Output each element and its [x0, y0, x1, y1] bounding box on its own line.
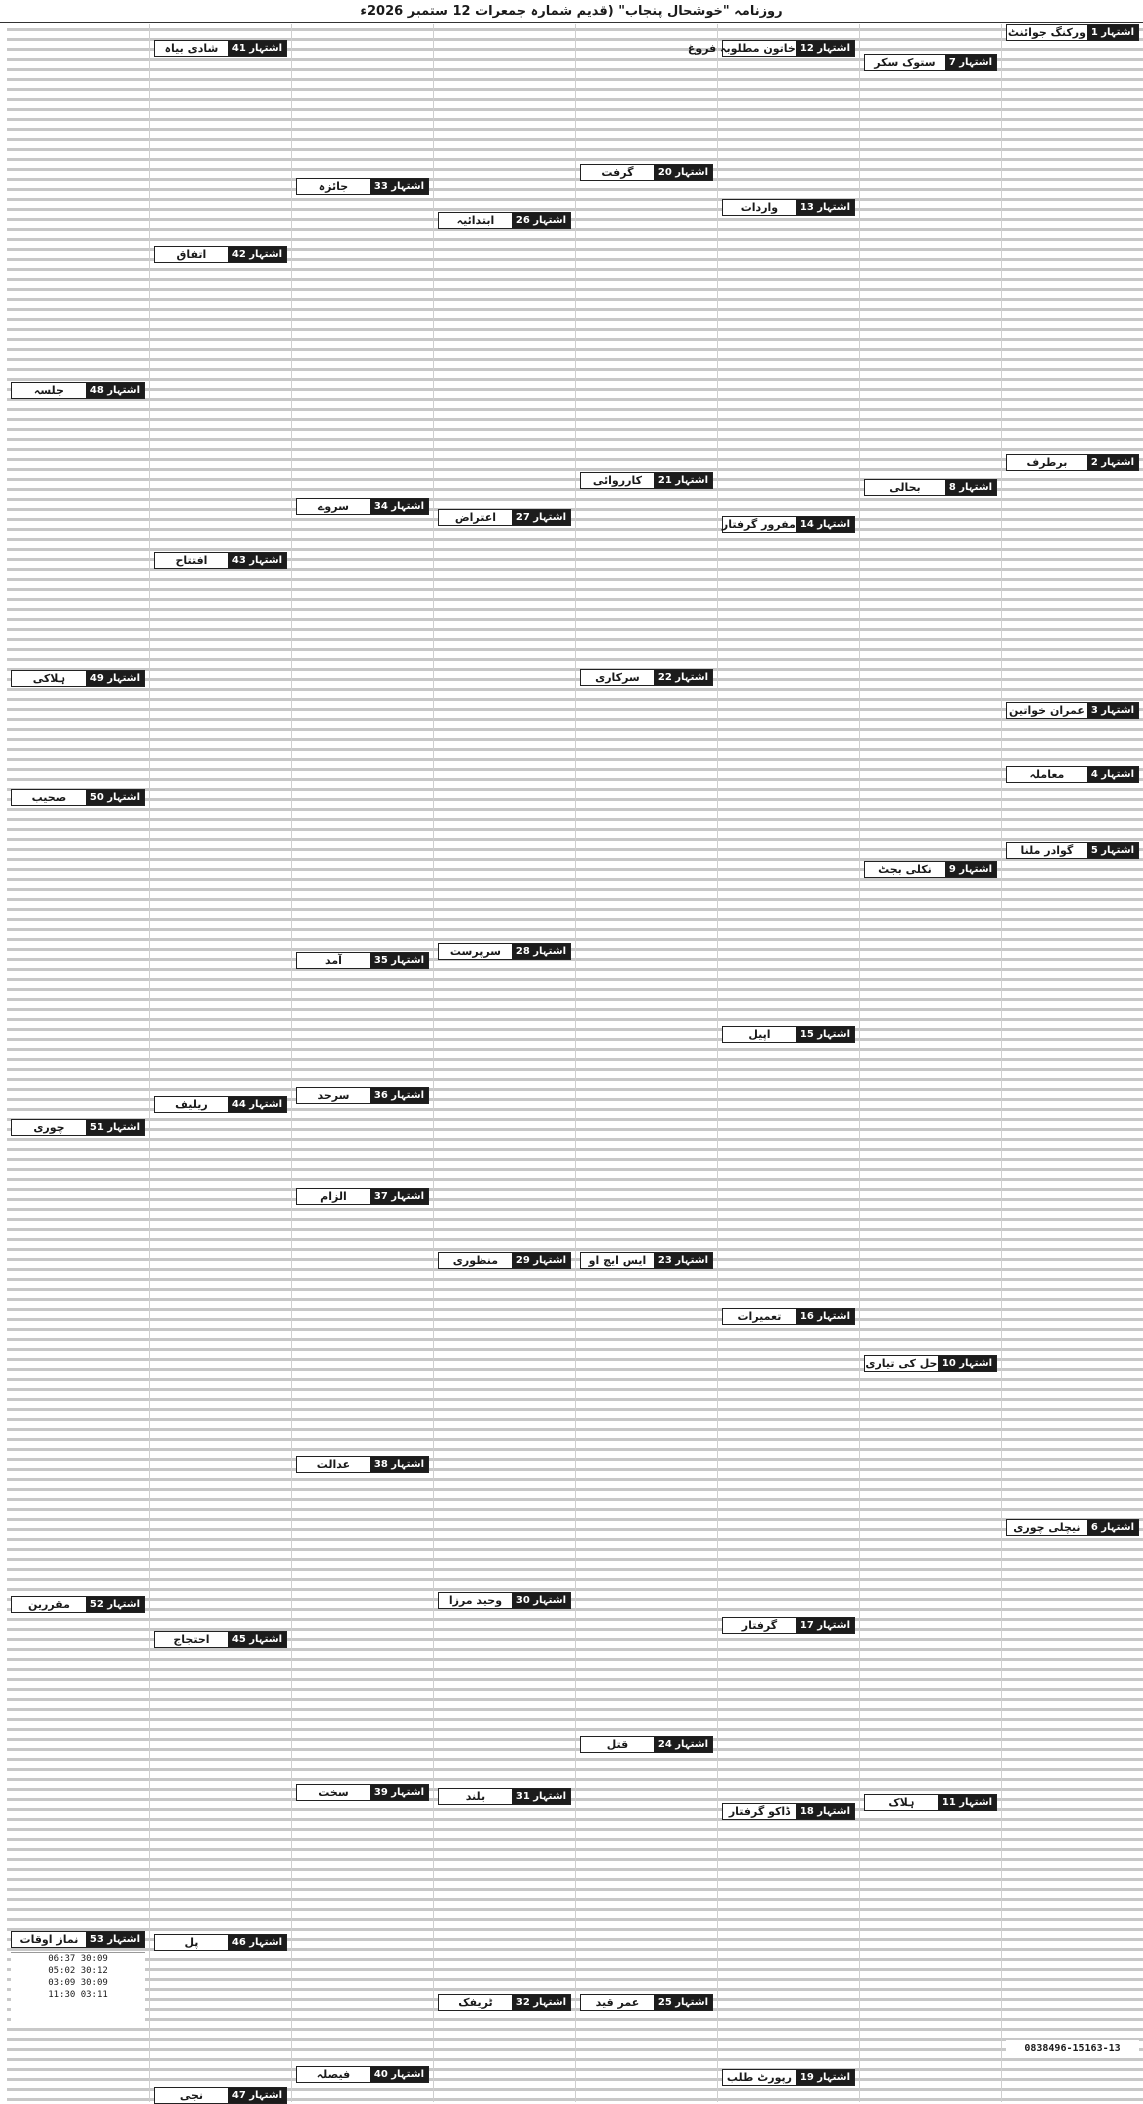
ad-number: اشتہار 45 [228, 1632, 286, 1647]
ad-title: واردات [740, 201, 779, 214]
ad-title: سخت [318, 1786, 349, 1799]
ad-heading [1006, 766, 1139, 783]
ad-title: وحید مرزا [448, 1594, 503, 1607]
ad-title: ورکنگ جوائنٹ [1007, 26, 1086, 39]
ad-heading [296, 1188, 429, 1205]
ad-number: اشتہار 46 [228, 1935, 286, 1950]
ad-number: اشتہار 31 [512, 1789, 570, 1804]
ad-heading [11, 382, 145, 399]
column-2 [859, 24, 1001, 2102]
ad-heading [438, 1788, 571, 1805]
ad-heading [722, 1308, 855, 1325]
ad-title: احتجاج [173, 1633, 210, 1646]
ad-heading [580, 669, 713, 686]
column-4 [575, 24, 717, 2102]
ad-number: اشتہار 17 [796, 1618, 854, 1633]
ad-heading [864, 54, 997, 71]
ad-title: ستوک سکر [874, 56, 936, 69]
ad-heading [296, 498, 429, 515]
ad-number: اشتہار 26 [512, 213, 570, 228]
ad-title: صحیب [31, 791, 67, 804]
ad-heading [864, 479, 997, 496]
ad-number: اشتہار 18 [796, 1804, 854, 1819]
ad-heading [864, 1355, 997, 1372]
ad-title: عدالت [316, 1458, 351, 1471]
column-7 [149, 24, 291, 2102]
ad-heading [296, 1456, 429, 1473]
ad-title: نماز اوقات [19, 1933, 79, 1946]
ad-heading [11, 1119, 145, 1136]
column-5 [433, 24, 575, 2102]
ad-title: رپورٹ طلب [726, 2071, 792, 2084]
ad-title: سروے [317, 500, 349, 513]
ad-heading [154, 552, 287, 569]
ad-number: اشتہار 32 [512, 1995, 570, 2010]
ad-title: آمد [324, 954, 342, 967]
ad-number: اشتہار 30 [512, 1593, 570, 1608]
ad-number: اشتہار 43 [228, 553, 286, 568]
ad-number: اشتہار 37 [370, 1189, 428, 1204]
ad-heading [580, 1736, 713, 1753]
ad-heading [687, 40, 855, 57]
ad-number: اشتہار 11 [938, 1795, 996, 1810]
ad-title: ہلاک [888, 1796, 915, 1809]
ad-heading [580, 1994, 713, 2011]
ad-title: برطرف [1026, 456, 1068, 469]
ad-heading [11, 1931, 145, 1948]
ad-heading [1006, 454, 1139, 471]
ad-number: اشتہار 27 [512, 510, 570, 525]
ad-title: ٹریفک [458, 1996, 493, 2009]
ad-heading [296, 2066, 429, 2083]
columns-grid [0, 24, 1143, 2102]
ad-title: سرپرست [449, 945, 501, 958]
ad-number: اشتہار 22 [654, 670, 712, 685]
ad-title: منظوری [452, 1254, 499, 1267]
ad-number: اشتہار 48 [86, 383, 144, 398]
page-title: روزنامہ "خوشحال پنجاب" (قدیم شمارہ جمعرات 12 ستمبر 2026ء [360, 3, 783, 19]
ad-title: ریلیف [175, 1098, 208, 1111]
ad-title: چوری [33, 1121, 65, 1134]
ad-heading [296, 952, 429, 969]
ad-number: اشتہار 6 [1087, 1520, 1138, 1535]
column-3 [687, 24, 859, 2102]
time-row: 05:02 30:12 [48, 1966, 108, 1976]
ad-heading [722, 2069, 855, 2086]
ad-number: اشتہار 23 [654, 1253, 712, 1268]
ad-number: اشتہار 5 [1087, 843, 1138, 858]
ad-heading [1006, 24, 1139, 41]
ad-number: اشتہار 7 [945, 55, 996, 70]
ad-title: نجی [179, 2089, 204, 2102]
ad-title: فیصلہ [316, 2068, 351, 2081]
ad-number: اشتہار 19 [796, 2070, 854, 2085]
ad-heading [11, 670, 145, 687]
ad-heading [1006, 842, 1139, 859]
ad-number: اشتہار 28 [512, 944, 570, 959]
ad-heading [438, 509, 571, 526]
ad-heading [580, 472, 713, 489]
ad-heading [154, 40, 287, 57]
ad-number: اشتہار 15 [796, 1027, 854, 1042]
ad-title: اپیل [748, 1028, 771, 1041]
ad-title: مفرور گرفتار [721, 518, 796, 531]
ad-number: اشتہار 44 [228, 1097, 286, 1112]
ad-heading [1006, 1519, 1139, 1536]
ad-title: ڈاکو گرفتار [728, 1805, 791, 1818]
ad-number: اشتہار 51 [86, 1120, 144, 1135]
ad-title: خاتون مطلوبہ فروغ [687, 42, 796, 55]
ad-heading [296, 1784, 429, 1801]
masthead [0, 0, 1143, 23]
ad-number: اشتہار 10 [938, 1356, 996, 1371]
ad-title: ابتدائیہ [456, 214, 495, 227]
ad-heading [154, 1934, 287, 1951]
ad-title: گرفتار [741, 1619, 778, 1632]
column-6 [291, 24, 433, 2102]
ad-title: ہلاکی [32, 672, 66, 685]
ad-heading [438, 212, 571, 229]
ad-number: اشتہار 38 [370, 1457, 428, 1472]
ad-heading [722, 199, 855, 216]
ad-heading [864, 1794, 997, 1811]
ad-title: بلند [465, 1790, 486, 1803]
ad-heading [722, 1026, 855, 1043]
ad-title: گرفت [601, 166, 634, 179]
ad-number: اشتہار 14 [796, 517, 854, 532]
ad-heading [154, 2087, 287, 2104]
ad-heading [864, 861, 997, 878]
ad-number: اشتہار 1 [1087, 25, 1138, 40]
ad-number: اشتہار 8 [945, 480, 996, 495]
ad-title: ایس ایچ او [588, 1254, 647, 1267]
ad-title: افتتاح [175, 554, 208, 567]
ad-number: اشتہار 40 [370, 2067, 428, 2082]
ad-heading [722, 1803, 855, 1820]
ad-title: کارروائی [592, 474, 642, 487]
ad-title: الزام [320, 1190, 347, 1203]
ad-number: اشتہار 12 [796, 41, 854, 56]
ad-title: تعمیرات [737, 1310, 782, 1323]
column-8 [7, 24, 149, 2102]
ad-title: بحالی [889, 481, 921, 494]
ad-number: اشتہار 2 [1087, 455, 1138, 470]
ad-number: اشتہار 47 [228, 2088, 286, 2103]
column-1 [1001, 24, 1143, 2102]
ad-heading [580, 164, 713, 181]
ad-heading [154, 1096, 287, 1113]
ad-heading [438, 943, 571, 960]
ad-number: اشتہار 4 [1087, 767, 1138, 782]
ad-number: اشتہار 50 [86, 790, 144, 805]
ad-heading [722, 516, 855, 533]
ad-heading [11, 789, 145, 806]
ad-number: اشتہار 24 [654, 1737, 712, 1752]
ad-title: شادی بیاہ [164, 42, 219, 55]
ad-heading [722, 1617, 855, 1634]
ad-number: اشتہار 9 [945, 862, 996, 877]
ad-title: اتفاق [176, 248, 207, 261]
ad-number: اشتہار 21 [654, 473, 712, 488]
ad-title: حل کی تیاری [865, 1357, 938, 1370]
ad-number: اشتہار 20 [654, 165, 712, 180]
ad-number: اشتہار 49 [86, 671, 144, 686]
ad-number: اشتہار 34 [370, 499, 428, 514]
ad-number: اشتہار 35 [370, 953, 428, 968]
ad-number: اشتہار 41 [228, 41, 286, 56]
ad-heading [1006, 702, 1139, 719]
ad-title: نکلی بجٹ [878, 863, 932, 876]
ad-title: معاملہ [1029, 768, 1065, 781]
ad-heading [154, 246, 287, 263]
ad-title: سرکاری [595, 671, 640, 684]
ad-title: نیچلی چوری [1013, 1521, 1081, 1534]
ad-title: جلسہ [33, 384, 64, 397]
ad-title: عمران خواتین [1009, 704, 1085, 717]
time-row: 03:09 30:09 [48, 1978, 108, 1988]
ad-title: اعتراض [454, 511, 497, 524]
ad-number: اشتہار 16 [796, 1309, 854, 1324]
time-row: 11:30 03:11 [48, 1990, 108, 2000]
ad-title: پل [184, 1936, 199, 1949]
ad-number: اشتہار 52 [86, 1597, 144, 1612]
ad-number: اشتہار 39 [370, 1785, 428, 1800]
ad-number: اشتہار 36 [370, 1088, 428, 1103]
ad-title: گوادر ملنا [1020, 844, 1074, 857]
ad-heading [154, 1631, 287, 1648]
ad-number: اشتہار 29 [512, 1253, 570, 1268]
time-row: 06:37 30:09 [48, 1954, 108, 1964]
ad-heading [11, 1596, 145, 1613]
ad-number: اشتہار 25 [654, 1995, 712, 2010]
phone-number: 0838496-15163-13 [1006, 2040, 1139, 2056]
ad-number: اشتہار 42 [228, 247, 286, 262]
ad-heading [580, 1252, 713, 1269]
ad-number: اشتہار 53 [86, 1932, 144, 1947]
ad-heading [438, 1252, 571, 1269]
ad-heading [438, 1994, 571, 2011]
ad-title: قتل [606, 1738, 629, 1751]
ad-heading [296, 1087, 429, 1104]
ad-title: سرحد [317, 1089, 350, 1102]
ad-heading [296, 178, 429, 195]
ad-title: مقررین [27, 1598, 70, 1611]
ad-title: عمر قید [595, 1996, 640, 2009]
ad-number: اشتہار 33 [370, 179, 428, 194]
prayer-times [11, 1952, 145, 2025]
ad-number: اشتہار 3 [1087, 703, 1138, 718]
ad-number: اشتہار 13 [796, 200, 854, 215]
ad-title: جائزہ [318, 180, 349, 193]
ad-heading [438, 1592, 571, 1609]
